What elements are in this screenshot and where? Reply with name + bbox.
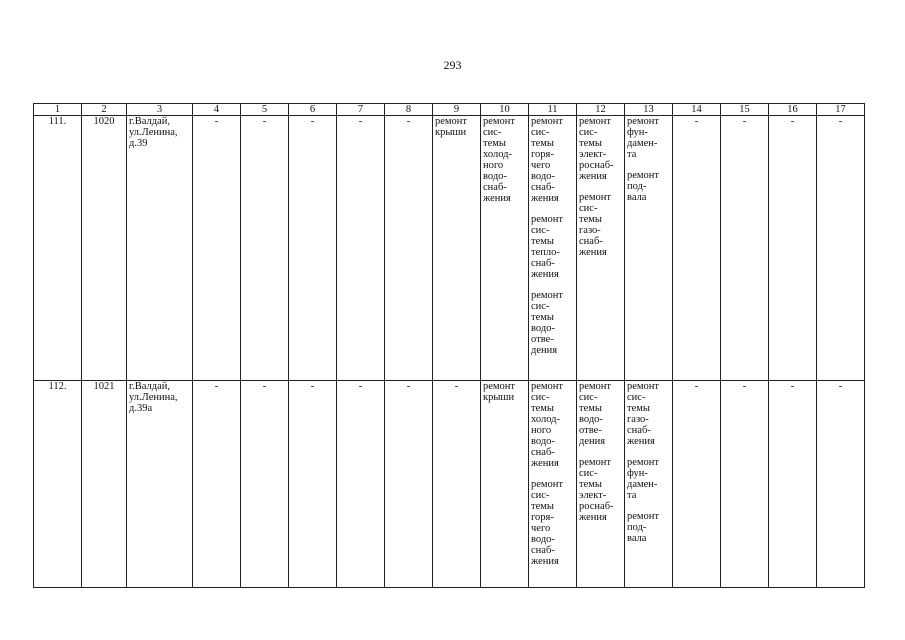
works-table (33, 103, 865, 588)
header-row (34, 104, 865, 116)
work-entry: ремонт сис- темы горя- чего водо- снаб- жения (531, 116, 564, 204)
work-entry: ремонт сис- темы тепло- снаб- жения (531, 214, 564, 280)
work-entry: ремонт фун- дамен- та (627, 116, 660, 160)
works-cell (529, 381, 577, 588)
empty-dash-cell: - (241, 381, 289, 588)
column-header: 1 (34, 104, 82, 116)
column-header: 5 (241, 104, 289, 116)
row-number-cell: 111. (34, 116, 82, 381)
column-header: 9 (433, 104, 481, 116)
work-entry: ремонт сис- темы водо- отве- дения (531, 290, 564, 356)
work-entry: ремонт сис- темы элект- роснаб- жения (579, 457, 614, 523)
empty-dash-cell: - (193, 381, 241, 588)
works-cell (625, 116, 673, 381)
work-entry: ремонт под- вала (627, 170, 660, 203)
address-cell: г.Валдай, ул.Ленина, д.39а (127, 381, 193, 588)
works-cell (529, 116, 577, 381)
empty-dash-cell: - (721, 116, 769, 381)
column-header: 17 (817, 104, 865, 116)
column-header: 8 (385, 104, 433, 116)
empty-dash-cell: - (817, 116, 865, 381)
column-header: 10 (481, 104, 529, 116)
table-body (34, 116, 865, 588)
works-cell (481, 381, 529, 588)
empty-dash-cell: - (289, 116, 337, 381)
code-cell: 1020 (82, 116, 127, 381)
row-number-cell: 112. (34, 381, 82, 588)
works-cell (481, 116, 529, 381)
code-cell: 1021 (82, 381, 127, 588)
column-header: 3 (127, 104, 193, 116)
column-header: 11 (529, 104, 577, 116)
column-header: 2 (82, 104, 127, 116)
empty-dash-cell: - (385, 116, 433, 381)
empty-dash-cell: - (193, 116, 241, 381)
work-entry: ремонт сис- темы горя- чего водо- снаб- жения (531, 479, 564, 567)
column-header: 15 (721, 104, 769, 116)
works-cell (577, 116, 625, 381)
column-header: 6 (289, 104, 337, 116)
work-entry: ремонт под- вала (627, 511, 660, 544)
empty-dash-cell: - (433, 381, 481, 588)
column-header: 12 (577, 104, 625, 116)
address-cell: г.Валдай, ул.Ленина, д.39 (127, 116, 193, 381)
empty-dash-cell: - (817, 381, 865, 588)
work-entry: ремонт сис- темы элект- роснаб- жения (579, 116, 614, 182)
column-header: 13 (625, 104, 673, 116)
empty-dash-cell: - (769, 381, 817, 588)
empty-dash-cell: - (721, 381, 769, 588)
page-number: 293 (443, 58, 462, 72)
empty-dash-cell: - (673, 116, 721, 381)
empty-dash-cell: - (241, 116, 289, 381)
table-row (34, 381, 865, 588)
empty-dash-cell: - (289, 381, 337, 588)
work-entry: ремонт сис- темы газо- снаб- жения (579, 192, 612, 258)
works-cell (433, 116, 481, 381)
work-entry: ремонт сис- темы водо- отве- дения (579, 381, 612, 447)
work-entry: ремонт сис- темы газо- снаб- жения (627, 381, 660, 447)
work-entry: ремонт фун- дамен- та (627, 457, 660, 501)
empty-dash-cell: - (385, 381, 433, 588)
empty-dash-cell: - (769, 116, 817, 381)
empty-dash-cell: - (673, 381, 721, 588)
column-header: 7 (337, 104, 385, 116)
table-row (34, 116, 865, 381)
empty-dash-cell: - (337, 116, 385, 381)
work-entry: ремонт сис- темы холод- ного водо- снаб- жения (531, 381, 564, 469)
works-cell (577, 381, 625, 588)
column-header: 4 (193, 104, 241, 116)
column-header: 14 (673, 104, 721, 116)
column-header: 16 (769, 104, 817, 116)
work-entry: ремонт сис- темы холод- ного водо- снаб- жения (483, 116, 516, 204)
works-cell (625, 381, 673, 588)
work-entry: ремонт крыши (483, 381, 516, 403)
work-entry: ремонт крыши (435, 116, 468, 138)
empty-dash-cell: - (337, 381, 385, 588)
